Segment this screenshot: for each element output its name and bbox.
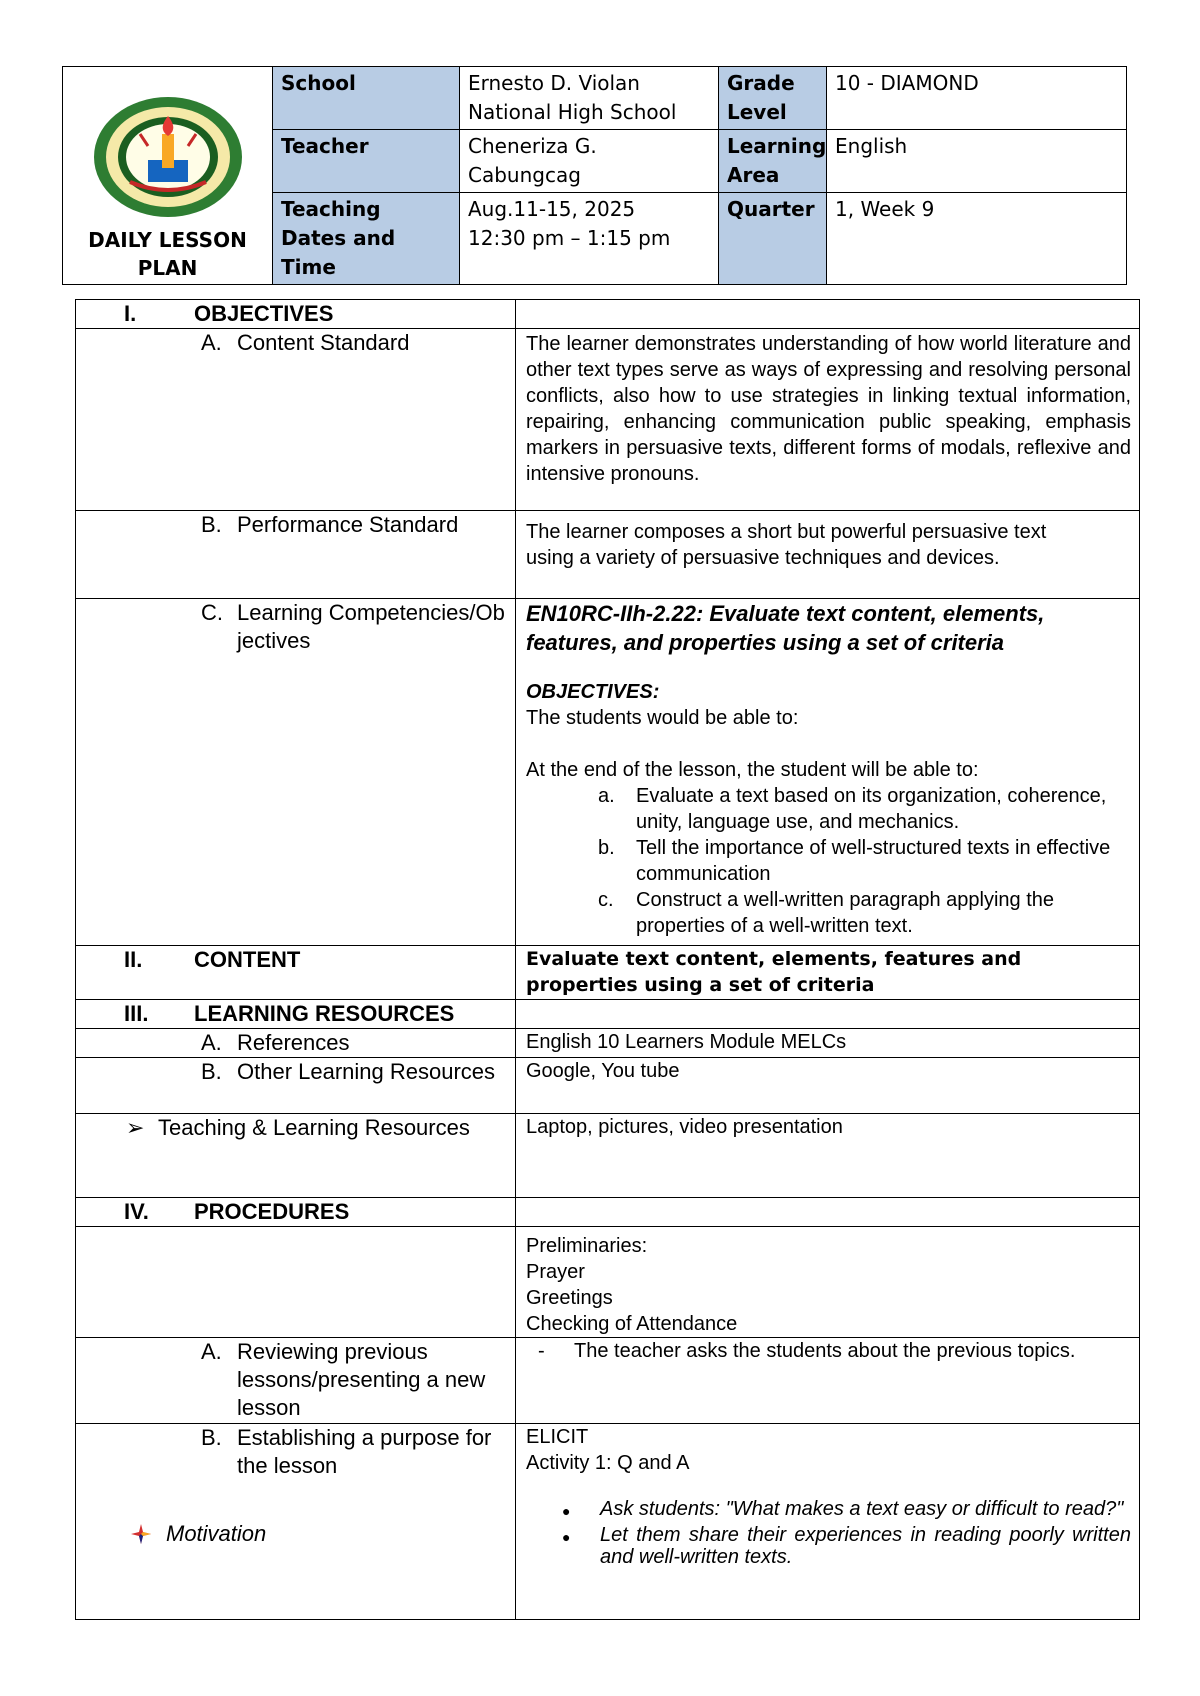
purpose-label: Establishing a purpose for the lesson <box>237 1425 492 1478</box>
content-text: Evaluate text content, elements, features and properties using a set of criteria <box>516 946 1140 1000</box>
competency-code: EN10RC-IIh-2.22: Evaluate text content, elements, features, and properties using a set of criteria <box>526 601 1045 655</box>
dates-value-2: 12:30 pm – 1:15 pm <box>468 226 671 250</box>
objective-list <box>526 783 1131 939</box>
plan-title: DAILY LESSON PLAN <box>88 228 247 280</box>
item-letter: C. <box>201 600 223 625</box>
quarter-label: Quarter <box>719 193 827 285</box>
teaching-resources-text: Laptop, pictures, video presentation <box>516 1114 1140 1198</box>
logo-cell <box>63 67 273 285</box>
end-of-lesson-line: At the end of the lesson, the student will be able to: <box>526 759 979 781</box>
arrow-bullet-icon: ➢ <box>126 1115 145 1140</box>
teacher-label: Teacher <box>273 130 460 193</box>
quarter-value: 1, Week 9 <box>827 193 1127 285</box>
item-letter: A. <box>201 330 222 355</box>
school-value: Ernesto D. Violan National High School <box>460 67 719 130</box>
performance-standard-label: Performance Standard <box>237 512 459 537</box>
teaching-resources-label: Teaching & Learning Resources <box>158 1115 470 1140</box>
section-title: OBJECTIVES <box>194 301 334 326</box>
dates-value-1: Aug.11-15, 2025 <box>468 197 636 221</box>
list-item: a. Evaluate a text based on its organization, coherence, unity, language use, and mechanics. <box>598 785 1107 833</box>
dates-value <box>460 193 719 285</box>
list-item: ● Ask students: "What makes a text easy or difficult to read?" <box>526 1498 1131 1524</box>
dash-bullet: - <box>538 1340 545 1362</box>
content-heading: II. CONTENT <box>76 946 516 1000</box>
other-resources-label: Other Learning Resources <box>237 1059 496 1084</box>
procedures-heading: IV. PROCEDURES <box>76 1198 516 1227</box>
students-line: The students would be able to: <box>526 707 799 729</box>
header-table <box>62 66 1127 285</box>
elicit-label: ELICIT <box>526 1426 589 1448</box>
grade-label: Grade Level <box>719 67 827 130</box>
item-letter: B. <box>201 512 222 537</box>
area-label: Learning Area <box>719 130 827 193</box>
school-label: School <box>273 67 460 130</box>
objectives-subheading: OBJECTIVES: <box>526 681 660 703</box>
competency-label: Learning Competencies/Objectives <box>237 600 505 653</box>
preliminaries: Preliminaries: Prayer Greetings Checking of Attendance <box>516 1227 1140 1338</box>
school-seal-icon <box>90 94 246 220</box>
bullet-icon: ● <box>562 1503 571 1519</box>
resources-heading: III. LEARNING RESOURCES <box>76 1000 516 1029</box>
performance-standard-text: The learner composes a short but powerful persuasive text using a variety of persuasive techniques and devices. <box>526 521 1047 569</box>
review-text: The teacher asks the students about the previous topics. <box>574 1340 1076 1362</box>
references-text: English 10 Learners Module MELCs <box>516 1029 1140 1058</box>
review-label: Reviewing previous lessons/presenting a new lesson <box>237 1339 486 1420</box>
list-item: ● Let them share their experiences in reading poorly written and well-written texts. <box>562 1524 1131 1568</box>
motivation-label: Motivation <box>166 1521 267 1546</box>
list-item: b. Tell the importance of well-structured texts in effective communication <box>598 837 1111 885</box>
content-standard-label: Content Standard <box>237 330 410 355</box>
four-point-star-icon <box>130 1523 152 1545</box>
teacher-value: Cheneriza G. Cabungcag <box>460 130 719 193</box>
bullet-icon: ● <box>562 1529 571 1545</box>
section-number: I. <box>124 301 137 326</box>
content-standard-text: The learner demonstrates understanding of how world literature and other text types serve as ways of expressing and resolving personal conflicts, also how to use strategies in linking textual information, repairing, enhancing communication public speaking, emphasis markers in persuasive texts, different forms of modals, reflexive and intensive pronouns. <box>516 329 1140 511</box>
dates-label: Teaching Dates and Time <box>273 193 460 285</box>
list-item: c. Construct a well-written paragraph applying the properties of a well-written text. <box>598 889 1054 937</box>
activity-label: Activity 1: Q and A <box>526 1452 690 1474</box>
grade-value: 10 - DIAMOND <box>827 67 1127 130</box>
area-value: English <box>827 130 1127 193</box>
references-label: References <box>237 1030 350 1055</box>
objectives-heading <box>76 300 516 329</box>
lesson-table: I. OBJECTIVES A. Content Standard The learner demonstrates understanding of how world literature and other text types serve as ways of expressing and resolving personal conflicts, also how to use strategies in linking textual information, repairing, enhancing communication public speaking, emphasis markers in persuasive texts, different forms of modals, reflexive and intensive pronouns. B. Performance Standard The learner composes a short but powerful persuasive text using a variety of persuasive techniques and devices. C. Learning Competencies/Objectives EN10RC-IIh-2.22: Evaluate text content, elements, features, and properties using a set of criteria OBJECTIVES: The students would be able to: At the end of the lesson, the student will be able to: a. Evaluate a text based on its organization, coherence, unity, language use, and mechanics. b. Tell the importance of well-structured texts in effective communication c. Construct a well-written paragraph applying the properties of a well-written text. II. CONTENT Evaluate text content, elements, features and properties using a set of criteria III. LEARNING RESOURCES A. References English 10 Learners Module MELCs B. Other Learning Resources Google, You tube ➢ Teaching & Learning Resources Laptop, pictures, video presentation IV. PROCEDURES Preliminaries: Prayer Greetings Checking of Attendance A. Reviewing previous lessons/presenting a new lesson - The teacher asks the students about the previous topics. B. Establishing a purpose for the lesson Motivation ELICIT Activity 1: Q and A ● Ask students: "What makes a text easy or difficult to read?" ● Let them share their experiences in reading poorly written and well-written texts. <box>75 299 1140 1620</box>
other-resources-text: Google, You tube <box>516 1058 1140 1114</box>
